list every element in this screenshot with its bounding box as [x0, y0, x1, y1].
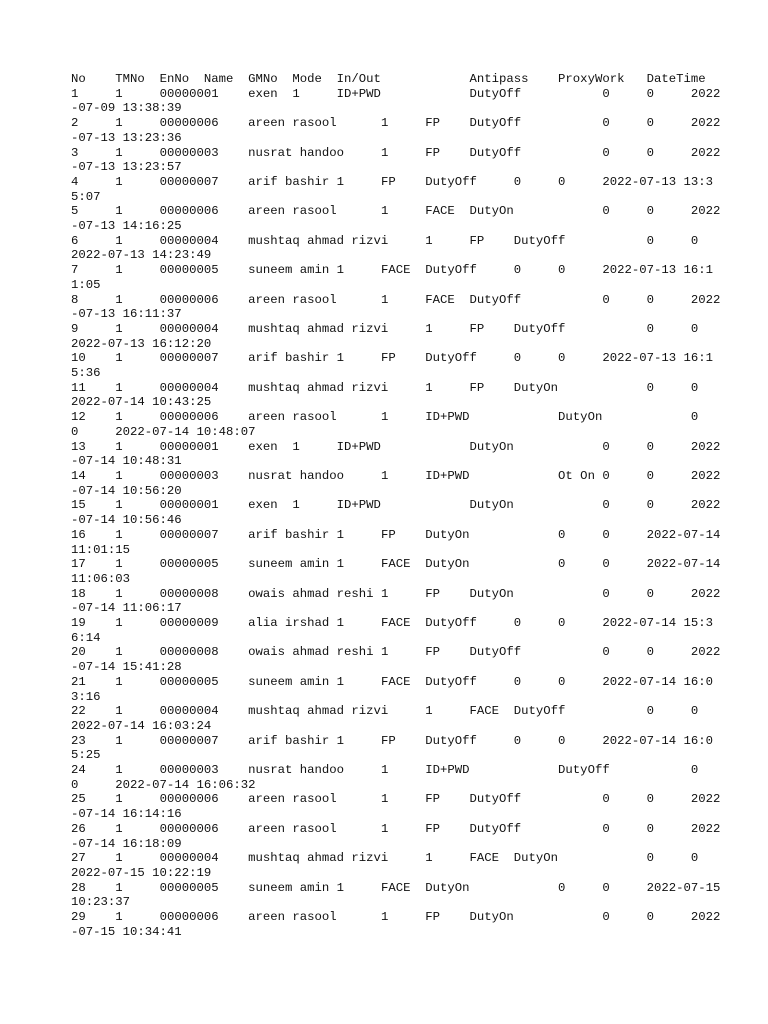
log-record: 28 1 00000005 suneem amin 1 FACE DutyOn 0 0 2022-07-15 10:23:37: [71, 880, 728, 910]
log-record: 11 1 00000004 mushtaq ahmad rizvi 1 FP DutyOn 0 0 2022-07-14 10:43:25: [71, 380, 736, 410]
log-record: 24 1 00000003 nusrat handoo 1 ID+PWD DutyOff 0 0 2022-07-14 16:06:32: [71, 763, 736, 792]
log-record: 1 1 00000001 exen 1 ID+PWD DutyOff 0 0 2022-07-09 13:38:39: [71, 86, 721, 116]
log-record: 10 1 00000007 arif bashir 1 FP DutyOff 0 0 2022-07-13 16:15:36: [71, 351, 714, 381]
log-record: 20 1 00000008 owais ahmad reshi 1 FP DutyOff 0 0 2022-07-14 15:41:28: [71, 645, 721, 675]
log-record: 26 1 00000006 areen rasool 1 FP DutyOff 0 0 2022-07-14 16:18:09: [71, 821, 721, 851]
log-record: 25 1 00000006 areen rasool 1 FP DutyOff 0 0 2022-07-14 16:14:16: [71, 792, 721, 822]
log-record: 2 1 00000006 areen rasool 1 FP DutyOff 0 0 2022-07-13 13:23:36: [71, 116, 721, 145]
log-record: 17 1 00000005 suneem amin 1 FACE DutyOn 0 0 2022-07-14 11:06:03: [71, 557, 728, 586]
log-record: 19 1 00000009 alia irshad 1 FACE DutyOff 0 0 2022-07-14 15:36:14: [71, 616, 714, 645]
log-record: 9 1 00000004 mushtaq ahmad rizvi 1 FP DutyOff 0 0 2022-07-13 16:12:20: [71, 321, 736, 351]
log-record: 3 1 00000003 nusrat handoo 1 FP DutyOff 0 0 2022-07-13 13:23:57: [71, 145, 721, 175]
log-record: 13 1 00000001 exen 1 ID+PWD DutyOn 0 0 2022-07-14 10:48:31: [71, 439, 721, 469]
attendance-log: [71, 72, 736, 939]
log-record: 12 1 00000006 areen rasool 1 ID+PWD DutyOn 0 0 2022-07-14 10:48:07: [71, 410, 736, 439]
log-record: 5 1 00000006 areen rasool 1 FACE DutyOn 0 0 2022-07-13 14:16:25: [71, 204, 721, 234]
log-record: 7 1 00000005 suneem amin 1 FACE DutyOff 0 0 2022-07-13 16:11:05: [71, 263, 714, 292]
log-record: 23 1 00000007 arif bashir 1 FP DutyOff 0 0 2022-07-14 16:05:25: [71, 733, 714, 763]
log-record: 18 1 00000008 owais ahmad reshi 1 FP DutyOn 0 0 2022-07-14 11:06:17: [71, 586, 721, 616]
log-record: 14 1 00000003 nusrat handoo 1 ID+PWD Ot On 0 0 2022-07-14 10:56:20: [71, 468, 721, 498]
log-record: 4 1 00000007 arif bashir 1 FP DutyOff 0 0 2022-07-13 13:35:07: [71, 174, 714, 204]
log-record: 29 1 00000006 areen rasool 1 FP DutyOn 0 0 2022-07-15 10:34:41: [71, 910, 721, 939]
log-record: 27 1 00000004 mushtaq ahmad rizvi 1 FACE DutyOn 0 0 2022-07-15 10:22:19: [71, 851, 736, 880]
log-record: 8 1 00000006 areen rasool 1 FACE DutyOff 0 0 2022-07-13 16:11:37: [71, 292, 721, 322]
log-record: 15 1 00000001 exen 1 ID+PWD DutyOn 0 0 2022-07-14 10:56:46: [71, 498, 721, 528]
log-record: 16 1 00000007 arif bashir 1 FP DutyOn 0 0 2022-07-14 11:01:15: [71, 527, 728, 557]
log-record: 6 1 00000004 mushtaq ahmad rizvi 1 FP DutyOff 0 0 2022-07-13 14:23:49: [71, 233, 736, 263]
log-header: No TMNo EnNo Name GMNo Mode In/Out Antipass ProxyWork DateTime: [71, 72, 706, 86]
log-record: 22 1 00000004 mushtaq ahmad rizvi 1 FACE DutyOff 0 0 2022-07-14 16:03:24: [71, 704, 736, 733]
log-record: 21 1 00000005 suneem amin 1 FACE DutyOff 0 0 2022-07-14 16:03:16: [71, 674, 714, 704]
